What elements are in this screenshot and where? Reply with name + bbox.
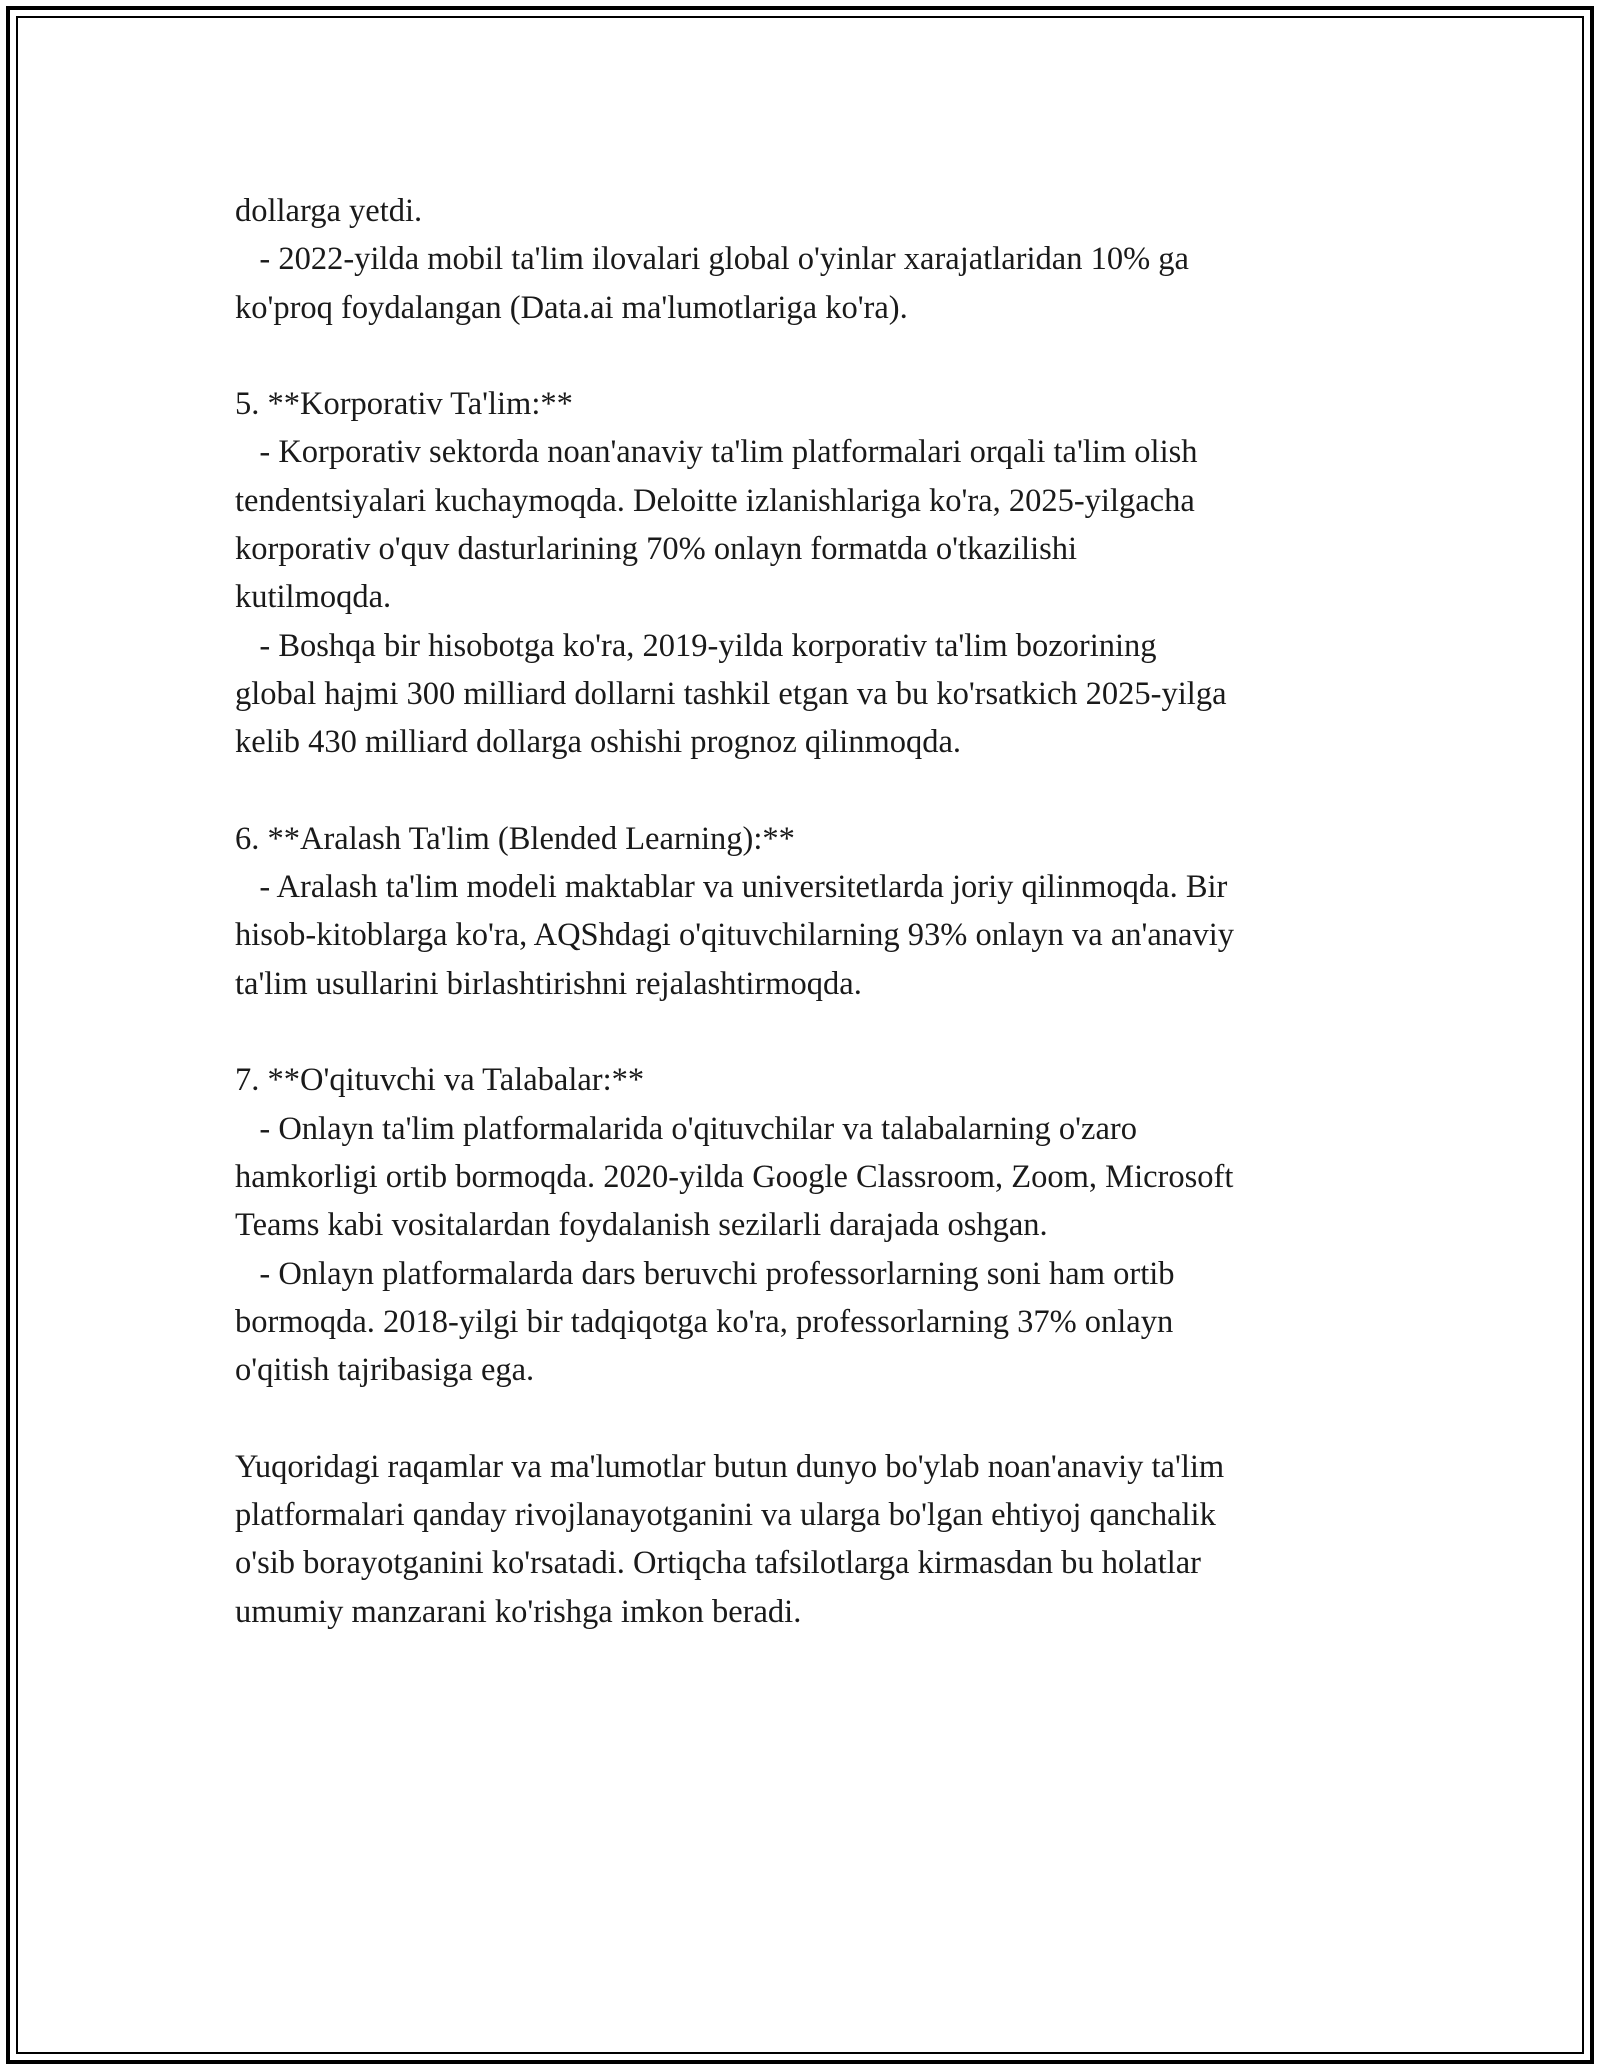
text-line: Yuqoridagi raqamlar va ma'lumotlar butun dunyo bo'ylab noan'anaviy ta'lim <box>235 1448 1225 1485</box>
text-line: hamkorligi ortib bormoqda. 2020-yilda Google Classroom, Zoom, Microsoft <box>235 1158 1234 1195</box>
text-line: - Onlayn ta'lim platformalarida o'qituvchilar va talabalarning o'zaro <box>235 1110 1137 1147</box>
section-blended-learning <box>235 815 1395 1008</box>
text-line: - Boshqa bir hisobotga ko'ra, 2019-yilda korporativ ta'lim bozorining <box>235 627 1157 664</box>
document-body <box>235 187 1395 1636</box>
text-line: o'sib borayotganini ko'rsatadi. Ortiqcha tafsilotlarga kirmasdan bu holatlar <box>235 1545 1202 1582</box>
text-line: - Onlayn platformalarda dars beruvchi professorlarning soni ham ortib <box>235 1255 1175 1292</box>
text-line: kutilmoqda. <box>235 579 392 616</box>
text-line: tendentsiyalari kuchaymoqda. Deloitte izlanishlariga ko'ra, 2025-yilgacha <box>235 482 1195 519</box>
text-line: global hajmi 300 milliard dollarni tashkil etgan va bu ko'rsatkich 2025-yilga <box>235 675 1227 712</box>
text-line: kelib 430 milliard dollarga oshishi prognoz qilinmoqda. <box>235 724 962 761</box>
conclusion-paragraph <box>235 1443 1395 1636</box>
text-line: ko'proq foydalangan (Data.ai ma'lumotlariga ko'ra). <box>235 289 908 326</box>
section-teachers-students <box>235 1056 1395 1394</box>
text-line: - Korporativ sektorda noan'anaviy ta'lim platformalari orqali ta'lim olish <box>235 434 1198 471</box>
paragraph-gap <box>235 767 1395 815</box>
text-line: Teams kabi vositalardan foydalanish sezilarli darajada oshgan. <box>235 1207 1048 1244</box>
text-line: korporativ o'quv dasturlarining 70% onlayn formatda o'tkazilishi <box>235 531 1078 568</box>
text-line: - Aralash ta'lim modeli maktablar va universitetlarda joriy qilinmoqda. Bir <box>235 869 1228 906</box>
text-line: dollarga yetdi. <box>235 193 423 229</box>
text-line: ta'lim usullarini birlashtirishni rejalashtirmoqda. <box>235 965 862 1002</box>
text-line: bormoqda. 2018-yilgi bir tadqiqotga ko'ra, professorlarning 37% onlayn <box>235 1303 1174 1340</box>
intro-paragraph <box>235 187 1395 332</box>
paragraph-gap <box>235 1008 1395 1056</box>
paragraph-gap <box>235 1394 1395 1442</box>
text-line: hisob-kitoblarga ko'ra, AQShdagi o'qituvchilarning 93% onlayn va an'anaviy <box>235 917 1234 954</box>
text-line: - 2022-yilda mobil ta'lim ilovalari global o'yinlar xarajatlaridan 10% ga <box>235 241 1189 278</box>
text-line: o'qitish tajribasiga ega. <box>235 1352 535 1389</box>
section-heading: 7. **O'qituvchi va Talabalar:** <box>235 1062 645 1099</box>
text-line: platformalari qanday rivojlanayotganini va ularga bo'lgan ehtiyoj qanchalik <box>235 1497 1216 1534</box>
paragraph-gap <box>235 332 1395 380</box>
section-heading: 5. **Korporativ Ta'lim:** <box>235 386 573 423</box>
text-line: umumiy manzarani ko'rishga imkon beradi. <box>235 1593 802 1630</box>
section-heading: 6. **Aralash Ta'lim (Blended Learning):** <box>235 820 795 857</box>
section-corporate-learning <box>235 380 1395 766</box>
